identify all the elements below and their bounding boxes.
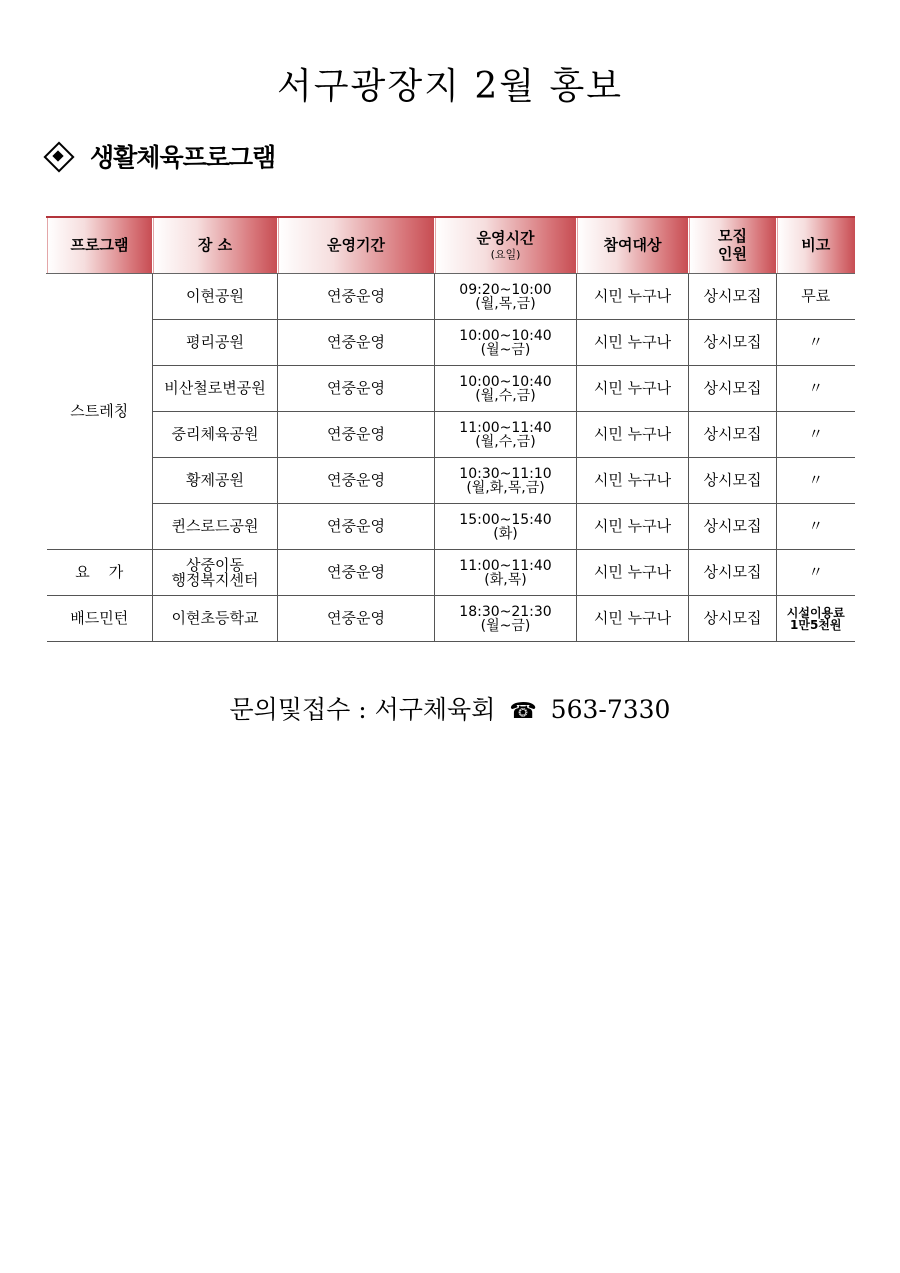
program-schedule-table	[46, 216, 855, 642]
time-cell: 15:00~15:40 (화)	[435, 504, 577, 550]
header-time: 운영시간 (요일)	[435, 217, 577, 274]
header-program: 프로그램	[47, 217, 153, 274]
recruit-cell: 상시모집	[689, 596, 777, 642]
time-cell: 10:00~10:40 (월,수,금)	[435, 366, 577, 412]
diamond-bullet-icon	[44, 142, 72, 170]
table-row	[47, 550, 855, 596]
contact-info	[0, 690, 900, 726]
target-cell: 시민 누구나	[577, 458, 689, 504]
program-cell: 스트레칭	[47, 274, 153, 550]
note-cell: 〃	[777, 320, 855, 366]
header-target: 참여대상	[577, 217, 689, 274]
program-cell: 배드민턴	[47, 596, 153, 642]
table-row	[47, 412, 855, 458]
table-row	[47, 504, 855, 550]
recruit-cell: 상시모집	[689, 366, 777, 412]
period-cell: 연중운영	[278, 504, 435, 550]
note-cell: 〃	[777, 504, 855, 550]
note-cell: 〃	[777, 458, 855, 504]
table-row	[47, 320, 855, 366]
place-cell: 이현공원	[153, 274, 278, 320]
period-cell: 연중운영	[278, 274, 435, 320]
note-cell: 무료	[777, 274, 855, 320]
program-cell: 요 가	[47, 550, 153, 596]
table-row	[47, 458, 855, 504]
recruit-cell: 상시모집	[689, 458, 777, 504]
contact-label: 문의및접수 : 서구체육회	[229, 695, 496, 724]
time-cell: 10:00~10:40 (월~금)	[435, 320, 577, 366]
place-cell: 이현초등학교	[153, 596, 278, 642]
target-cell: 시민 누구나	[577, 412, 689, 458]
time-cell: 10:30~11:10 (월,화,목,금)	[435, 458, 577, 504]
target-cell: 시민 누구나	[577, 550, 689, 596]
time-cell: 18:30~21:30 (월~금)	[435, 596, 577, 642]
note-cell: 〃	[777, 366, 855, 412]
target-cell: 시민 누구나	[577, 596, 689, 642]
recruit-cell: 상시모집	[689, 550, 777, 596]
place-cell: 황제공원	[153, 458, 278, 504]
place-cell: 비산철로변공원	[153, 366, 278, 412]
telephone-icon: ☎	[509, 699, 537, 724]
place-cell: 상중이동 행정복지센터	[153, 550, 278, 596]
recruit-cell: 상시모집	[689, 412, 777, 458]
contact-phone: 563-7330	[550, 695, 671, 724]
period-cell: 연중운영	[278, 320, 435, 366]
time-cell: 11:00~11:40 (월,수,금)	[435, 412, 577, 458]
section-heading	[44, 138, 275, 174]
place-cell: 평리공원	[153, 320, 278, 366]
header-recruit: 모집 인원	[689, 217, 777, 274]
period-cell: 연중운영	[278, 596, 435, 642]
note-cell: 시설이용료 1만5천원	[777, 596, 855, 642]
table-header-row	[47, 217, 855, 274]
period-cell: 연중운영	[278, 412, 435, 458]
table-row	[47, 274, 855, 320]
header-note: 비고	[777, 217, 855, 274]
table-row	[47, 366, 855, 412]
target-cell: 시민 누구나	[577, 274, 689, 320]
target-cell: 시민 누구나	[577, 504, 689, 550]
period-cell: 연중운영	[278, 366, 435, 412]
note-cell: 〃	[777, 550, 855, 596]
period-cell: 연중운영	[278, 550, 435, 596]
header-place: 장 소	[153, 217, 278, 274]
page-title: 서구광장지 2월 홍보	[277, 66, 623, 107]
target-cell: 시민 누구나	[577, 366, 689, 412]
period-cell: 연중운영	[278, 458, 435, 504]
recruit-cell: 상시모집	[689, 320, 777, 366]
table-row	[47, 596, 855, 642]
note-cell: 〃	[777, 412, 855, 458]
target-cell: 시민 누구나	[577, 320, 689, 366]
place-cell: 중리체육공원	[153, 412, 278, 458]
recruit-cell: 상시모집	[689, 504, 777, 550]
time-cell: 09:20~10:00 (월,목,금)	[435, 274, 577, 320]
recruit-cell: 상시모집	[689, 274, 777, 320]
time-cell: 11:00~11:40 (화,목)	[435, 550, 577, 596]
place-cell: 퀸스로드공원	[153, 504, 278, 550]
section-label: 생활체육프로그램	[90, 143, 276, 172]
header-period: 운영기간	[278, 217, 435, 274]
